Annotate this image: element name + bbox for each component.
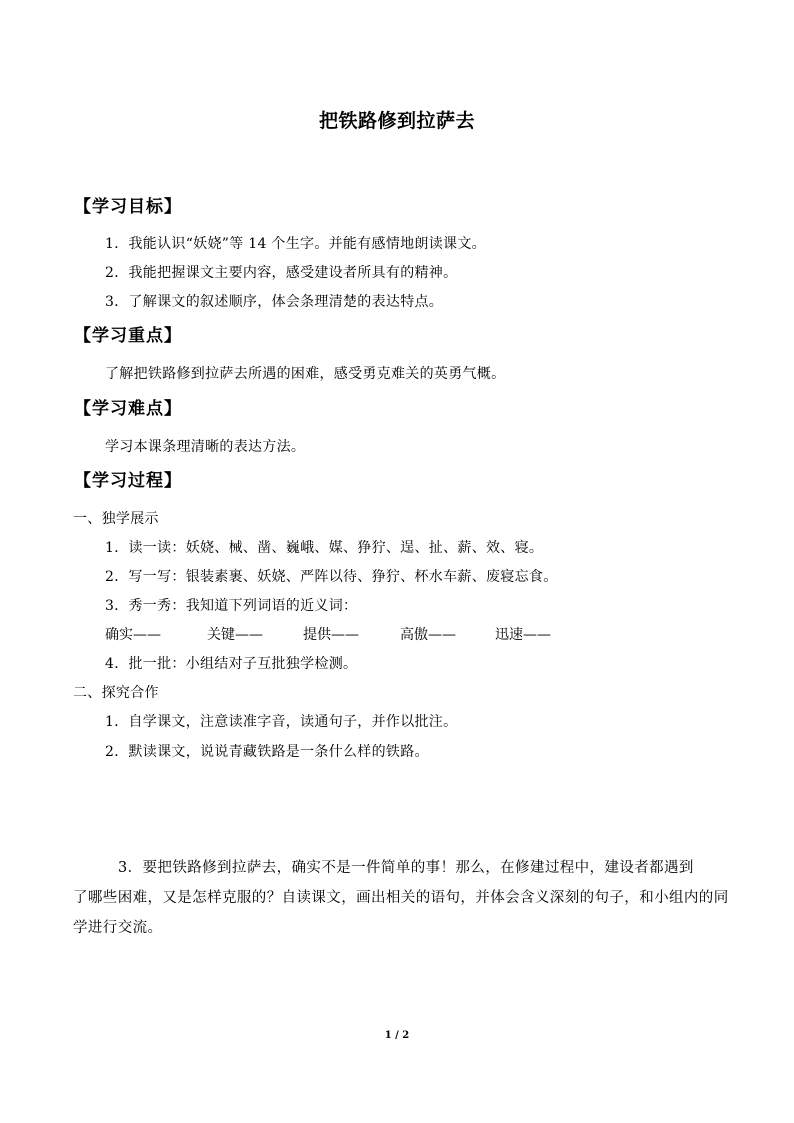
objective-item: 3．了解课文的叙述顺序，体会条理清楚的表达特点。 bbox=[105, 294, 444, 310]
part1-item: 4．批一批：小组结对子互批独学检测。 bbox=[105, 656, 358, 672]
part1-item: 3．秀一秀：我知道下列词语的近义词： bbox=[105, 598, 358, 614]
part2-item-3 bbox=[73, 853, 733, 943]
part2-item-3-first-line: 3．要把铁路修到拉萨去，确实不是一件简单的事！那么，在修建过程中，建设者都遇到 bbox=[118, 860, 694, 876]
difficulties-heading: 【学习难点】 bbox=[74, 399, 182, 419]
page-title: 把铁路修到拉萨去 bbox=[318, 110, 475, 132]
synonym-blank: 高傲—— bbox=[400, 627, 456, 643]
part1-item: 1．读一读：妖娆、械、凿、巍峨、媒、狰狞、逞、扯、薪、效、寝。 bbox=[105, 540, 544, 556]
part2-label: 二、探究合作 bbox=[73, 685, 159, 701]
key-points-heading: 【学习重点】 bbox=[74, 326, 182, 346]
part2-item: 1．自学课文，注意读准字音，读通句子，并作以批注。 bbox=[105, 714, 458, 730]
synonym-blank: 迅速—— bbox=[495, 627, 551, 643]
synonym-blank: 关键—— bbox=[207, 627, 263, 643]
objective-item: 2．我能把握课文主要内容，感受建设者所具有的精神。 bbox=[105, 265, 458, 281]
part2-item: 2．默读课文，说说青藏铁路是一条什么样的铁路。 bbox=[105, 744, 429, 760]
page-number: 1 / 2 bbox=[384, 1030, 410, 1041]
part2-item-3-rest: 了哪些困难，又是怎样克服的？自读课文，画出相关的语句，并体会含义深刻的句子，和小组内的同学进行交流。 bbox=[73, 890, 729, 936]
key-points-text: 了解把铁路修到拉萨去所遇的困难，感受勇克难关的英勇气概。 bbox=[105, 366, 506, 382]
process-heading: 【学习过程】 bbox=[74, 471, 182, 491]
part1-label: 一、独学展示 bbox=[73, 511, 159, 527]
objectives-heading: 【学习目标】 bbox=[74, 197, 182, 217]
difficulties-text: 学习本课条理清晰的表达方法。 bbox=[105, 439, 306, 455]
part1-item: 2．写一写：银装素裹、妖娆、严阵以待、狰狞、杯水车薪、废寝忘食。 bbox=[105, 569, 558, 585]
synonym-blank: 确实—— bbox=[105, 627, 161, 643]
objective-item: 1．我能认识“妖娆”等 14 个生字。并能有感情地朗读课文。 bbox=[105, 236, 486, 252]
synonym-blank: 提供—— bbox=[303, 627, 359, 643]
